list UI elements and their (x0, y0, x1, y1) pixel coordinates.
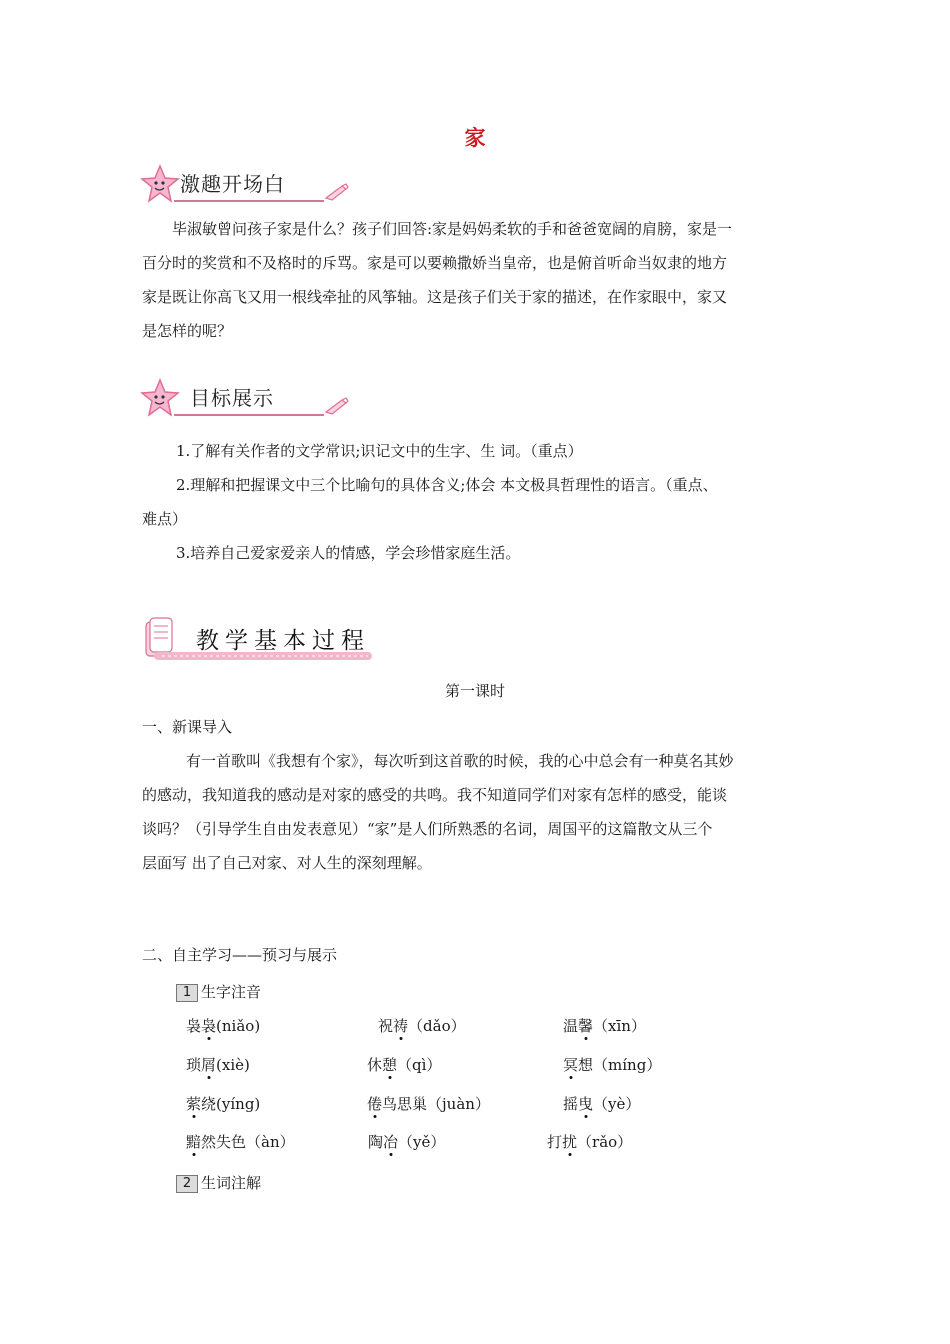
page-title: 家 (464, 126, 486, 150)
star-mascot-icon (140, 378, 180, 418)
subsection-label: 生字注音 (201, 983, 262, 1001)
section-banner-goals (140, 376, 350, 420)
vocab-item: 冥想（míng） (563, 1056, 662, 1074)
lesson-title: 第一课时 (444, 682, 505, 700)
part-title: 二、自主学习——预习与展示 (142, 946, 338, 964)
vocab-item: 琐屑(xiè) (186, 1056, 250, 1074)
goal-item: 2.理解和把握课文中三个比喻句的具体含义;体会 本文极具哲理性的语言。（重点、 (176, 476, 718, 494)
goals-list (142, 434, 822, 570)
star-mascot-icon (140, 164, 180, 204)
text-line: 层面写 出了自己对家、对人生的深刻理解。 (142, 854, 432, 872)
subsection-pronunciation (176, 981, 261, 1003)
vocab-item: 休憩（qì） (367, 1056, 442, 1074)
section-banner-process (144, 612, 374, 664)
vocab-item: 袅袅(niǎo) (186, 1017, 261, 1035)
lead-in-paragraph (142, 744, 822, 880)
vocab-item: 祝祷（dǎo） (378, 1017, 466, 1035)
text-line: 家是既让你高飞又用一根线牵扯的风筝轴。这是孩子们关于家的描述，在作家眼中，家又 (142, 288, 728, 306)
pen-hand-icon (324, 182, 350, 202)
part-title: 一、新课导入 (142, 718, 233, 736)
text-line: 百分时的奖赏和不及格时的斥骂。家是可以要赖撒娇当皇帝，也是俯首听命当奴隶的地方 (142, 254, 728, 272)
subsection-label: 生词注解 (201, 1174, 262, 1192)
heading-underline (174, 200, 324, 202)
section-heading: 激趣开场白 (180, 172, 285, 196)
vocab-item: 打扰（rǎo） (547, 1133, 633, 1151)
text-line: 的感动，我知道我的感动是对家的感受的共鸣。我不知道同学们对家有怎样的感受，能谈 (142, 786, 728, 804)
goal-item: 1.了解有关作者的文学常识;识记文中的生字、生 词。（重点） (176, 442, 583, 460)
goal-item-continued: 难点） (142, 510, 188, 528)
section-heading: 目标展示 (190, 386, 274, 410)
text-line: 是怎样的呢？ (142, 322, 233, 340)
vocab-item: 黯然失色（àn） (186, 1133, 295, 1151)
section-banner-intro (140, 162, 350, 206)
heading-underline (174, 414, 324, 416)
subsection-number: 1 (176, 984, 198, 1002)
section-heading: 教学基本过程 (196, 628, 370, 654)
intro-paragraph (142, 212, 822, 348)
vocab-item: 倦鸟思巢（juàn） (367, 1095, 490, 1113)
vocab-item: 温馨（xīn） (563, 1017, 646, 1035)
text-line: 谈吗？（引导学生自由发表意见）“家”是人们所熟悉的名词，周国平的这篇散文从三个 (142, 820, 713, 838)
vocab-item: 萦绕(yíng) (186, 1095, 261, 1113)
vocab-item: 陶冶（yě） (368, 1133, 446, 1151)
vocab-item: 摇曳（yè） (563, 1095, 641, 1113)
subsection-vocabulary (176, 1172, 261, 1194)
text-line: 有一首歌叫《我想有个家》，每次听到这首歌的时候，我的心中总会有一种莫名其妙 (186, 752, 734, 770)
goal-item: 3.培养自己爱家爱亲人的情感，学会珍惜家庭生活。 (176, 544, 521, 562)
text-line: 毕淑敏曾问孩子家是什么？孩子们回答:家是妈妈柔软的手和爸爸宽阔的肩膀，家是一 (172, 220, 733, 238)
pen-hand-icon (324, 396, 350, 416)
subsection-number: 2 (176, 1175, 198, 1193)
